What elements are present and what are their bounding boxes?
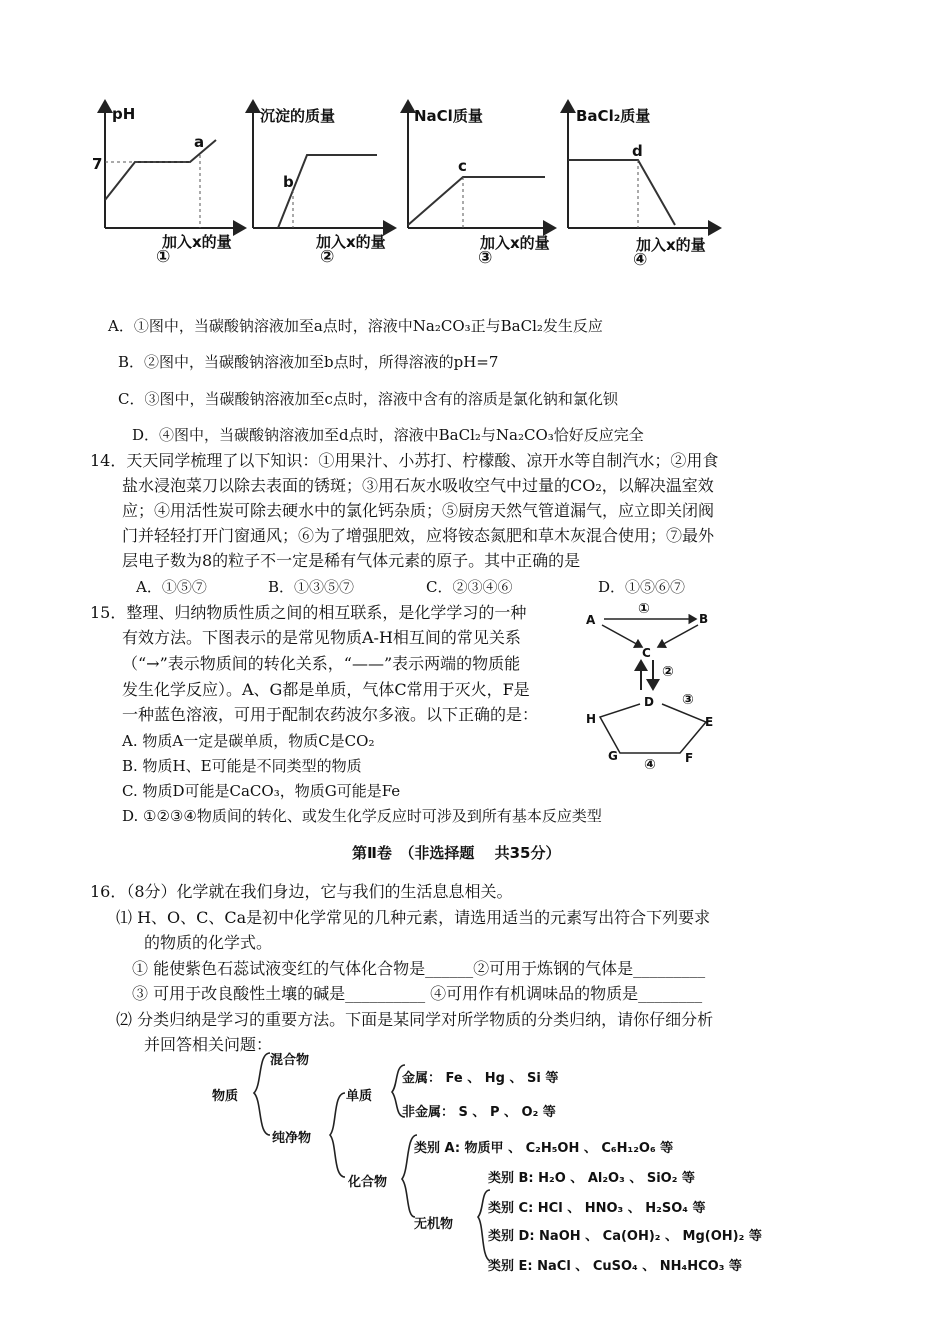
q14-line-3: 应；④用活性炭可除去硬水中的氯化钙杂质；⑤厨房天然气管道漏气，应立即关闭阀	[122, 501, 715, 520]
graph-3-number: ③	[478, 248, 493, 268]
label-1: ①	[638, 601, 650, 617]
graph-1-point: a	[194, 133, 205, 151]
tree-inorganic: 无机物	[414, 1217, 454, 1232]
graph-4-curve	[568, 160, 675, 225]
arrow-a-c	[602, 625, 642, 647]
q15-line-3: （“→”表示物质间的转化关系，“——”表示两端的物质能	[122, 654, 521, 673]
q14-option-b: B．①③⑤⑦	[268, 578, 355, 596]
tree-class-d: 类别 D: NaOH 、 Ca(OH)₂ 、 Mg(OH)₂ 等	[488, 1229, 762, 1244]
tree-nonmetal: 非金属： S 、 P 、 O₂ 等	[402, 1105, 556, 1120]
node-d: D	[644, 695, 654, 709]
graph-3-curve	[408, 177, 545, 225]
graph-3-xlabel: 加入x的量	[480, 234, 550, 252]
q16-intro: 16．（8分）化学就在我们身边，它与我们的生活息息相关。	[90, 882, 513, 901]
tree-metal: 金属： Fe 、 Hg 、 Si 等	[402, 1071, 559, 1086]
q15-line-2: 有效方法。下图表示的是常见物质A-H相互间的常见关系	[122, 628, 521, 647]
tree-class-a: 类别 A: 物质甲 、 C₂H₅OH 、 C₆H₁₂O₆ 等	[414, 1141, 674, 1156]
q15-line-5: 一种蓝色溶液，可用于配制农药波尔多液。以下正确的是：	[122, 705, 539, 724]
graph-1-number: ①	[156, 247, 171, 267]
graphs-figure	[90, 95, 740, 275]
q14-line-1: 14．天天同学梳理了以下知识：①用果汁、小苏打、柠檬酸、凉开水等自制汽水；②用食	[90, 451, 719, 470]
q15-option-c: C. 物质D可能是CaCO₃，物质G可能是Fe	[122, 782, 401, 800]
tree-mixture: 混合物	[270, 1053, 310, 1068]
label-4: ④	[644, 757, 656, 773]
tree-class-e: 类别 E: NaCl 、 CuSO₄ 、 NH₄HCO₃ 等	[488, 1259, 742, 1274]
graph-4-point: d	[632, 142, 643, 160]
q14-option-a: A．①⑤⑦	[136, 578, 207, 596]
q15-line-4: 发生化学反应）。A、G都是单质，气体C常用于灭火，F是	[122, 680, 530, 699]
label-3: ③	[682, 692, 694, 708]
q16-blank-line1: ① 能使紫色石蕊试液变红的气体化合物是______②可用于炼钢的气体是_________	[132, 959, 706, 978]
label-2: ②	[662, 664, 674, 680]
q15-option-b: B. 物质H、E可能是不同类型的物质	[122, 757, 362, 775]
q14-line-4: 门并轻轻打开门窗通风；⑥为了增强肥效，应将铵态氮肥和草木灰混合使用；⑦最外	[122, 526, 715, 545]
q13-option-d: D．④图中，当碳酸钠溶液加至d点时，溶液中BaCl₂与Na₂CO₃恰好反应完全	[132, 426, 644, 444]
q15-diagram	[578, 598, 728, 773]
tree-class-c: 类别 C: HCl 、 HNO₃ 、 H₂SO₄ 等	[488, 1201, 706, 1216]
q14-option-d: D．①⑤⑥⑦	[598, 578, 686, 596]
graph-4-number: ④	[633, 250, 648, 270]
graph-4-ylabel: BaCl₂质量	[576, 107, 651, 125]
node-h: H	[586, 712, 597, 726]
tree-compound: 化合物	[348, 1175, 388, 1190]
q14-line-5: 层电子数为8的粒子不一定是稀有气体元素的原子。其中正确的是	[122, 551, 581, 570]
node-c: C	[642, 646, 651, 660]
graph-2-ylabel: 沉淀的质量	[260, 107, 336, 125]
graph-4-xlabel: 加入x的量	[636, 236, 706, 254]
q16-part2-line1: ⑵ 分类归纳是学习的重要方法。下面是某同学对所学物质的分类归纳，请你仔细分析	[116, 1010, 714, 1029]
graph-2-number: ②	[320, 247, 335, 267]
graph-1-ylabel: pH	[112, 105, 136, 123]
q15-option-a: A. 物质A一定是碳单质，物质C是CO₂	[122, 732, 375, 750]
q13-option-c: C．③图中，当碳酸钠溶液加至c点时，溶液中含有的溶质是氯化钠和氯化钡	[118, 390, 618, 408]
q13-option-b: B．②图中，当碳酸钠溶液加至b点时，所得溶液的pH=7	[118, 353, 499, 371]
node-g: G	[608, 749, 618, 763]
node-b: B	[699, 612, 709, 626]
section-2-title: 第Ⅱ卷 （非选择题 共35分）	[352, 844, 561, 862]
tree-pure: 纯净物	[272, 1131, 312, 1146]
node-f: F	[685, 751, 694, 765]
q16-part1-line1: ⑴ H、O、C、Ca是初中化学常见的几种元素，请选用适当的元素写出符合下列要求	[116, 908, 711, 927]
graph-1-xlabel: 加入x的量	[162, 233, 232, 251]
q15-line-1: 15．整理、归纳物质性质之间的相互联系，是化学学习的一种	[90, 603, 527, 622]
classification-tree	[200, 1045, 760, 1285]
tree-root: 物质	[212, 1089, 239, 1104]
graph-2-point: b	[283, 173, 294, 191]
tree-class-b: 类别 B: H₂O 、 Al₂O₃ 、 SiO₂ 等	[488, 1171, 695, 1186]
graph-2-xlabel: 加入x的量	[316, 233, 386, 251]
q16-part1-line2: 的物质的化学式。	[144, 933, 273, 952]
graph-3-ylabel: NaCl质量	[414, 107, 483, 125]
q14-option-c: C．②③④⑥	[426, 578, 513, 596]
graph-3-point: c	[458, 157, 467, 175]
graph-1-tick: 7	[92, 155, 103, 173]
pentagon-links	[600, 704, 706, 753]
q15-option-d: D. ①②③④物质间的转化、或发生化学反应时可涉及到所有基本反应类型	[122, 807, 602, 825]
q13-option-a: A．①图中，当碳酸钠溶液加至a点时，溶液中Na₂CO₃正与BaCl₂发生反应	[108, 317, 603, 335]
node-e: E	[705, 715, 714, 729]
tree-element: 单质	[346, 1089, 373, 1104]
arrow-b-c	[658, 625, 698, 647]
q16-part2-line2: 并回答相关问题：	[144, 1035, 273, 1054]
q16-blank-line2: ③ 可用于改良酸性土壤的碱是__________ ④可用作有机调味品的物质是________	[132, 984, 703, 1003]
node-a: A	[586, 613, 596, 627]
q14-line-2: 盐水浸泡菜刀以除去表面的锈斑；③用石灰水吸收空气中过量的CO₂，以解决温室效	[122, 476, 714, 495]
